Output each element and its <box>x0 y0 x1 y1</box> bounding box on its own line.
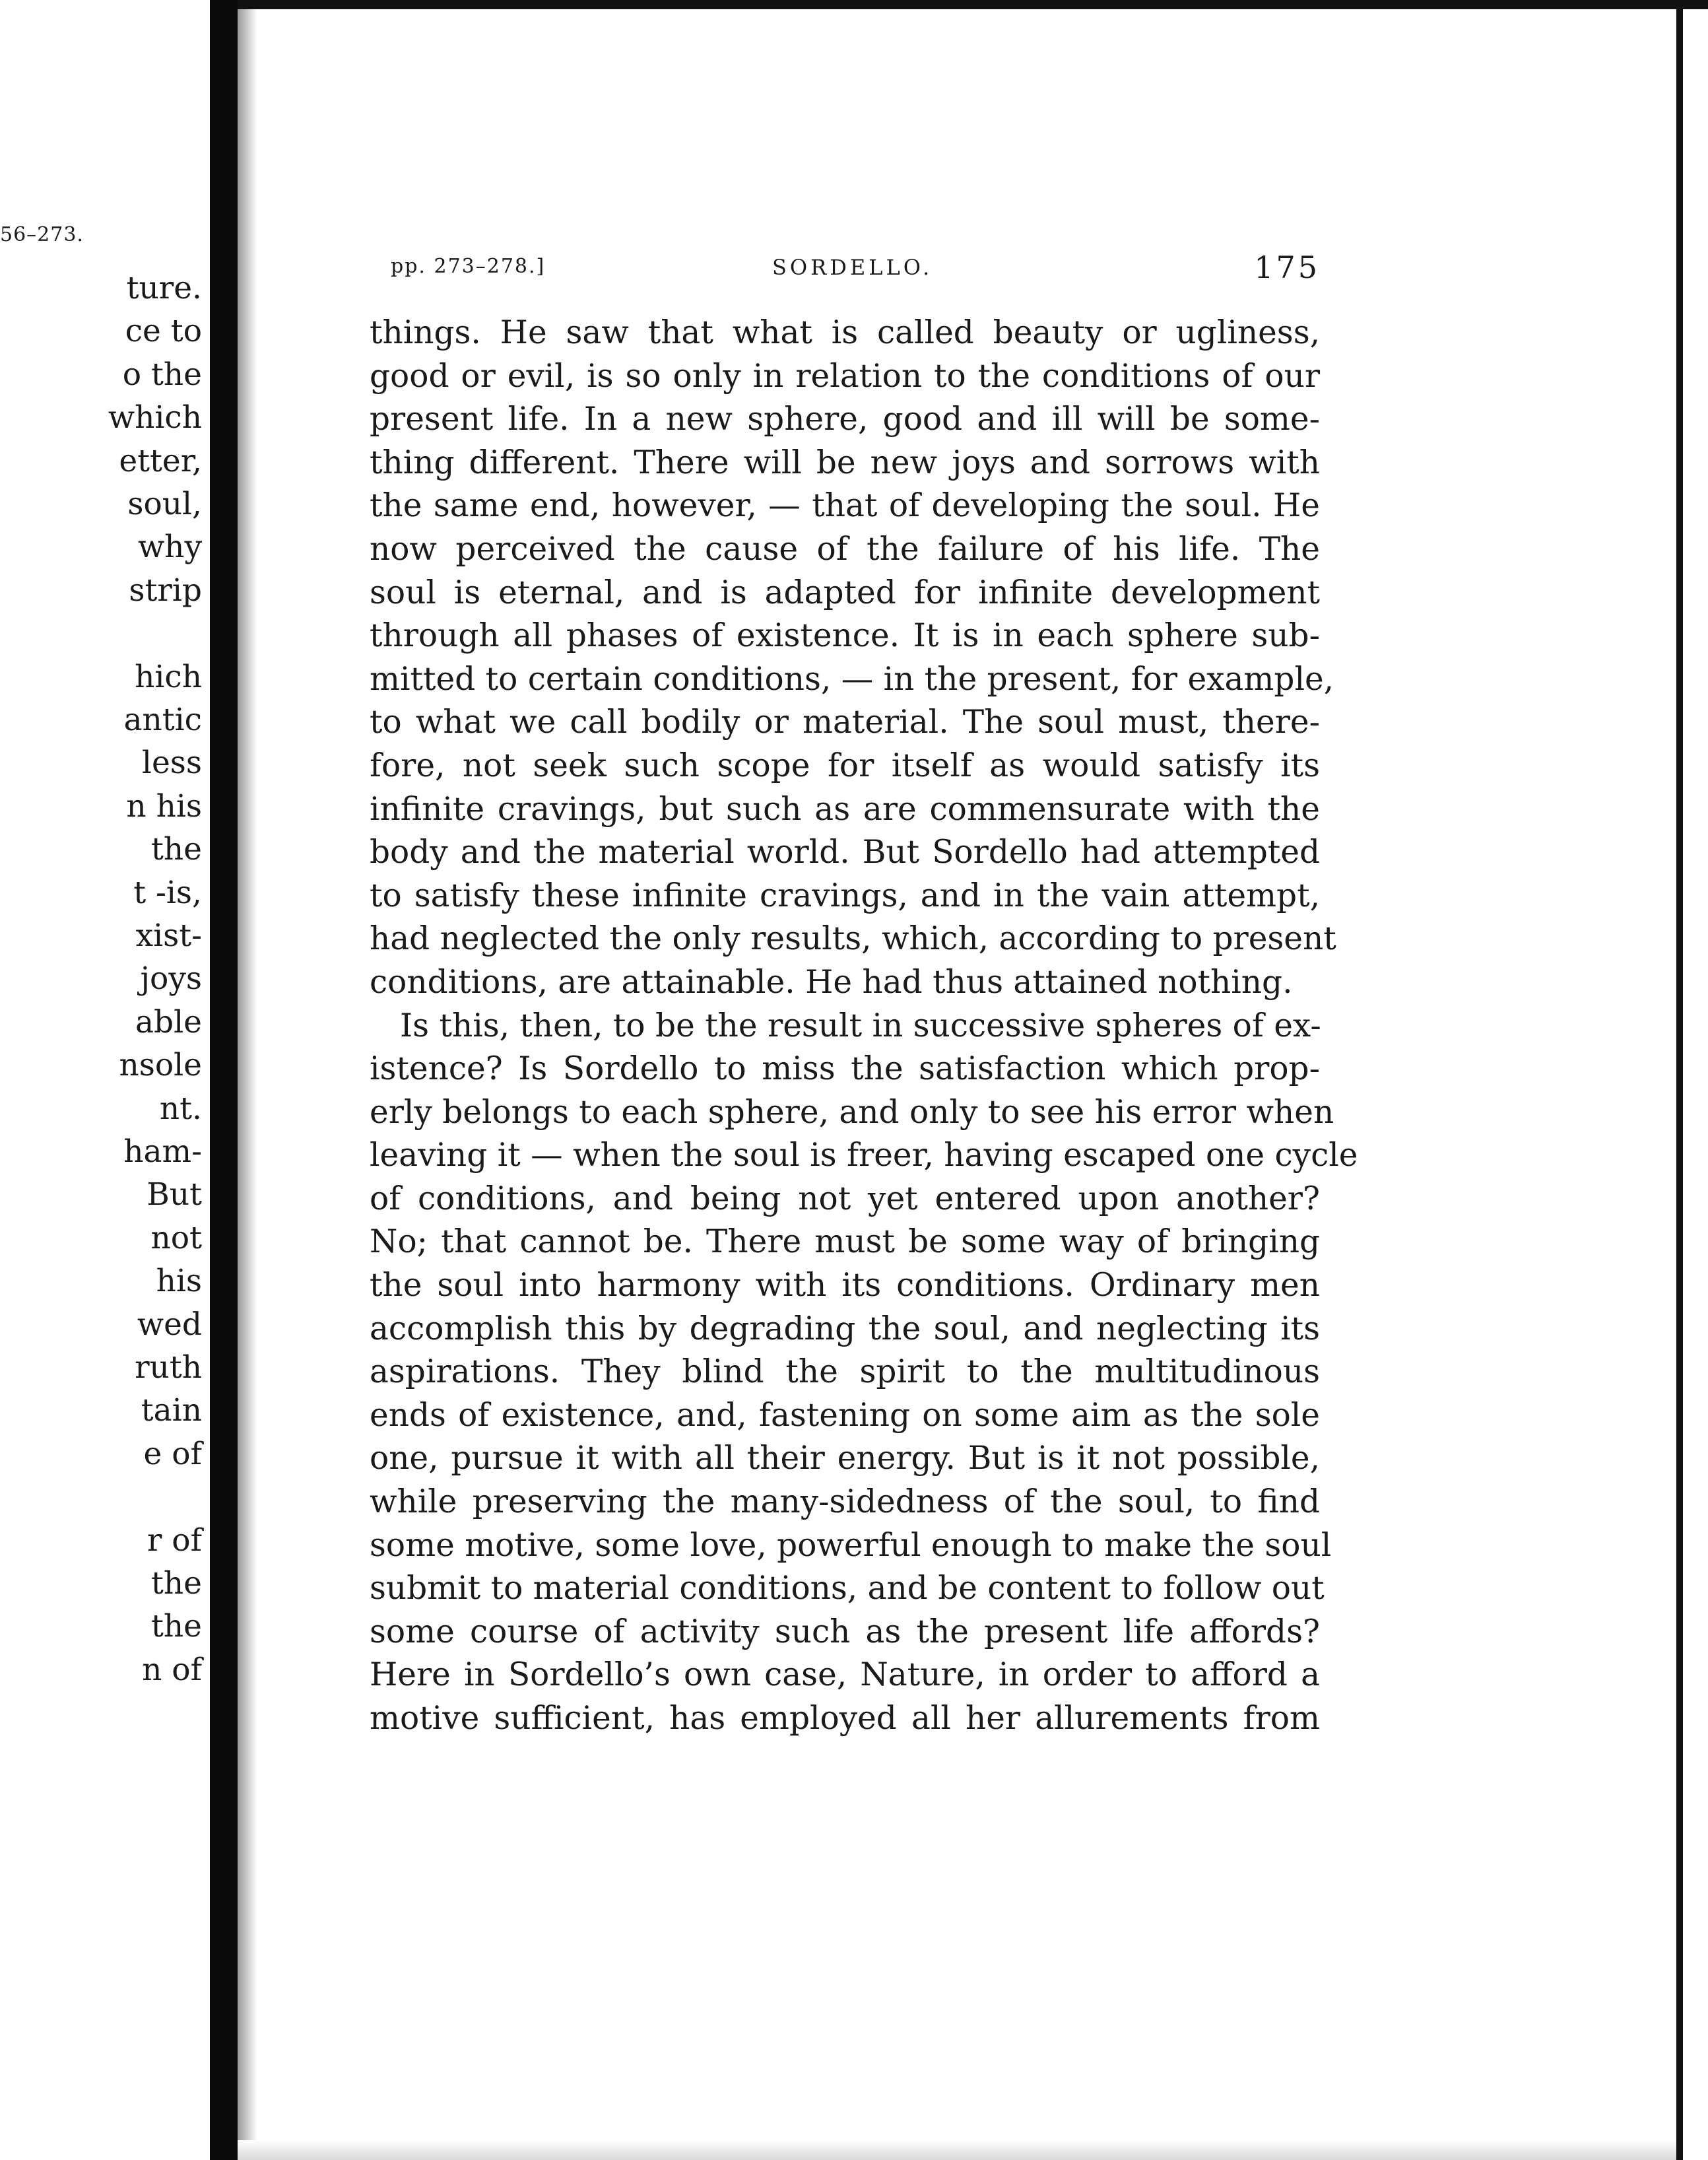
text-line: leaving it — when the soul is freer, having escaped one cycle <box>370 1137 1358 1174</box>
text-line: thing different. There will be new joys and sorrows with <box>370 444 1320 481</box>
text-line: now perceived the cause of the failure of his life. The <box>370 530 1320 568</box>
paragraph-start-line: Is this, then, to be the result in successive spheres of ex- <box>400 1007 1321 1044</box>
text-line: some course of activity such as the present life affords? <box>370 1613 1320 1650</box>
text-line: No; that cannot be. There must be some way of bringing <box>370 1223 1320 1261</box>
previous-page-line-ending: n his <box>126 788 202 825</box>
text-line: the soul into harmony with its conditions. Ordinary men <box>370 1267 1320 1304</box>
text-line: had neglected the only results, which, according to present <box>370 920 1336 958</box>
previous-page-line-ending: t -is, <box>133 874 202 911</box>
text-line: erly belongs to each sphere, and only to see his error when <box>370 1093 1334 1131</box>
previous-page-line-ending: antic <box>123 702 202 738</box>
text-line: of conditions, and being not yet entered upon another? <box>370 1180 1320 1217</box>
previous-page-line-ending: the <box>151 831 202 868</box>
previous-page-line-ending: ruth <box>135 1349 202 1386</box>
previous-page-header: 56–273. <box>0 223 84 246</box>
text-line: things. He saw that what is called beauty or ugliness, <box>370 314 1320 351</box>
page-top-edge <box>238 0 1708 9</box>
page-bottom-shadow <box>238 2140 1676 2160</box>
previous-page-line-ending: ce to <box>125 313 202 350</box>
text-line: motive sufficient, has employed all her allurements from <box>370 1700 1320 1737</box>
page-right-edge <box>1676 0 1683 2160</box>
text-line: aspirations. They blind the spirit to the multitudinous <box>370 1353 1320 1391</box>
previous-page-line-ending: strip <box>129 572 202 609</box>
previous-page-line-ending: ham- <box>123 1133 202 1170</box>
text-line: while preserving the many-sidedness of the soul, to find <box>370 1483 1320 1521</box>
text-line: through all phases of existence. It is in each sphere sub- <box>370 617 1320 655</box>
previous-page-line-ending: r of <box>147 1522 202 1559</box>
text-line: present life. In a new sphere, good and ill will be some- <box>370 401 1320 438</box>
book-gutter <box>210 0 238 2160</box>
previous-page-line-ending: But <box>147 1176 202 1213</box>
previous-page-line-ending: his <box>156 1263 202 1300</box>
previous-page-fragment <box>0 0 210 2160</box>
previous-page-line-ending: not <box>150 1219 202 1256</box>
previous-page-line-ending: the <box>151 1565 202 1602</box>
text-line: some motive, some love, powerful enough to make the soul <box>370 1526 1332 1564</box>
text-line: Here in Sordello’s own case, Nature, in order to afford a <box>370 1656 1320 1694</box>
text-line: soul is eternal, and is adapted for infinite development <box>370 574 1320 611</box>
body-text <box>370 312 1358 1741</box>
previous-page-line-ending: wed <box>137 1306 202 1343</box>
previous-page-line-ending: nsole <box>119 1047 202 1084</box>
text-line: to what we call bodily or material. The soul must, there- <box>370 704 1320 741</box>
book-page <box>370 250 1358 1737</box>
text-line: to satisfy these infinite cravings, and in the vain attempt, <box>370 877 1320 914</box>
text-line: accomplish this by degrading the soul, and neglecting its <box>370 1310 1320 1347</box>
text-line: ends of existence, and, fastening on some aim as the sole <box>370 1396 1320 1434</box>
previous-page-line-ending: ture. <box>126 270 202 306</box>
previous-page-line-ending: soul, <box>127 486 202 522</box>
previous-page-line-ending: the <box>151 1608 202 1645</box>
previous-page-line-ending: nt. <box>159 1090 202 1127</box>
previous-page-line-ending: which <box>108 399 202 436</box>
previous-page-line-ending: joys <box>140 961 202 997</box>
running-title: SORDELLO. <box>772 255 933 280</box>
text-line: istence? Is Sordello to miss the satisfaction which prop- <box>370 1050 1320 1088</box>
previous-page-line-ending: etter, <box>119 442 202 479</box>
previous-page-line-ending: o the <box>122 356 202 393</box>
text-line: the same end, however, — that of developing the soul. He <box>370 487 1320 525</box>
previous-page-line-ending: able <box>135 1003 202 1040</box>
previous-page-line-ending: e of <box>143 1435 202 1472</box>
running-head <box>370 251 1320 297</box>
previous-page-line-ending: n of <box>142 1651 202 1688</box>
previous-page-line-ending: xist- <box>135 918 202 954</box>
text-line: mitted to certain conditions, — in the present, for example, <box>370 660 1334 698</box>
text-line: good or evil, is so only in relation to the conditions of our <box>370 357 1320 395</box>
page-range: pp. 273–278.] <box>391 255 546 278</box>
previous-page-line-ending: tain <box>141 1392 202 1429</box>
previous-page-line-ending: hich <box>135 658 202 695</box>
previous-page-line-ending: less <box>141 745 202 782</box>
text-line: one, pursue it with all their energy. But is it not possible, <box>370 1440 1320 1477</box>
text-line: fore, not seek such scope for itself as would satisfy its <box>370 747 1320 784</box>
text-line: body and the material world. But Sordello had attempted <box>370 834 1320 871</box>
paragraph-end-line: conditions, are attainable. He had thus attained nothing. <box>370 963 1293 1001</box>
text-line: submit to material conditions, and be content to follow out <box>370 1570 1325 1607</box>
text-line: infinite cravings, but such as are commensurate with the <box>370 790 1320 828</box>
previous-page-line-ending: why <box>137 529 202 566</box>
page-number: 175 <box>1254 250 1320 285</box>
gutter-shadow <box>238 0 257 2160</box>
